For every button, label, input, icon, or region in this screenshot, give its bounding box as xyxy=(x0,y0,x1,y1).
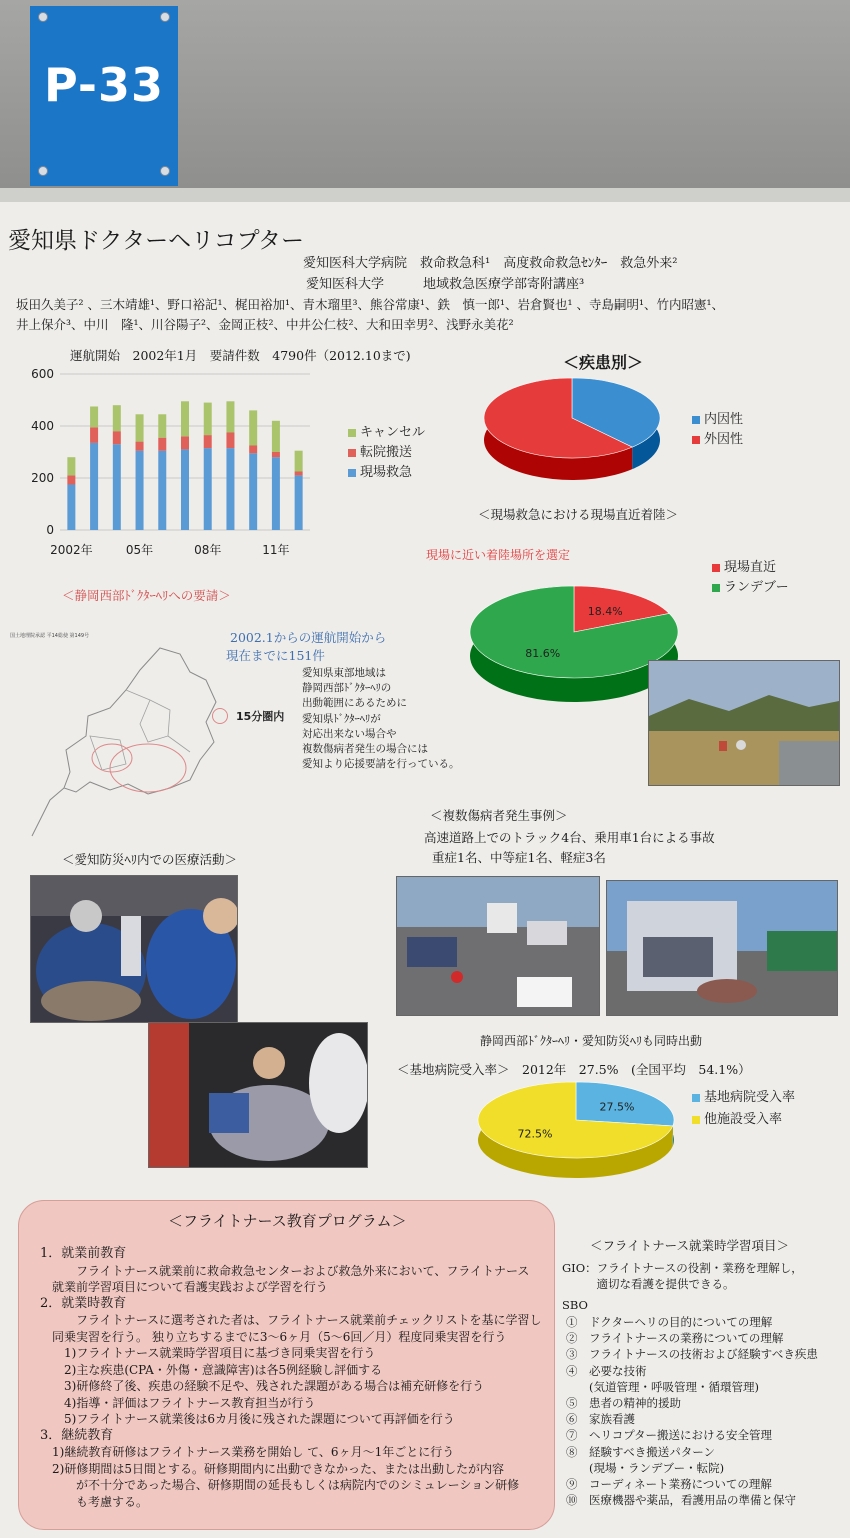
program-line: が不十分であった場合、研修期間の延長もしくは病院内でのシミュレーション研修 xyxy=(40,1478,520,1492)
pie-data-label: 18.4% xyxy=(587,604,623,618)
program-line: 3)研修終了後、疾患の経験不足や、残された課題がある場合は補充研修を行う xyxy=(40,1379,485,1393)
bar-segment xyxy=(295,475,303,530)
pie-chart-acceptance xyxy=(474,1080,704,1184)
bar-segment xyxy=(295,451,303,472)
program-line: 2)研修期間は5日間とする。研修期間内に出動できなかった、または出動したが内容 xyxy=(40,1461,504,1476)
board-edge xyxy=(0,188,850,202)
sbo-item: ⑦ ヘリコプター搬送における安全管理 xyxy=(566,1428,772,1443)
legend-item xyxy=(692,1086,795,1108)
sbo-item: ③ フライトナースの技術および経験すべき疾患 xyxy=(566,1347,818,1362)
program-line: 1．就業前教育 xyxy=(40,1246,127,1261)
desc-line: 複数傷病者発生の場合には xyxy=(302,743,428,756)
multi-casualty-heading: ＜複数傷病者発生事例＞ xyxy=(430,808,568,823)
sbo-item: ⑩ 医療機器や薬品，看護用品の準備と保守 xyxy=(566,1493,796,1508)
gio-line1: GIO：フライトナースの役割・業務を理解し， xyxy=(562,1261,803,1275)
legend-label: 現場救急 xyxy=(360,465,413,480)
legend-item xyxy=(348,441,425,461)
bar-segment xyxy=(204,435,212,448)
landing-site-photo xyxy=(648,660,840,786)
pie1-legend xyxy=(692,408,743,448)
heli-care-photo-1 xyxy=(30,875,238,1023)
program-line: 5)フライトナース就業後は6カ月後に残された課題について再評価を行う xyxy=(40,1412,455,1426)
poster-number: P-33 xyxy=(44,58,165,112)
sbo-item: (気道管理・呼吸管理・循環管理) xyxy=(566,1379,759,1394)
sbo-item: ⑧ 経験すべき搬送パターン xyxy=(566,1444,716,1459)
legend-item xyxy=(692,1108,795,1130)
bar-segment xyxy=(249,410,257,445)
legend-swatch xyxy=(712,584,720,592)
sbo-item: (現場・ランデブー・転院) xyxy=(566,1460,725,1475)
bar-segment xyxy=(204,448,212,530)
gio-line2: 適切な看護を提供できる。 xyxy=(562,1277,735,1291)
legend-item xyxy=(348,421,425,441)
bar-segment xyxy=(90,443,98,530)
legend-item xyxy=(712,556,789,576)
bar-segment xyxy=(67,457,75,475)
pie2-legend xyxy=(712,556,789,596)
legend-label: キャンセル xyxy=(360,425,426,440)
sbo-label: SBO xyxy=(562,1298,588,1312)
sbo-list xyxy=(566,1314,818,1508)
bar-segment xyxy=(158,451,166,530)
sbo-item: ⑥ 家族看護 xyxy=(566,1412,635,1427)
poster-title: 愛知県ドクターヘリコプター xyxy=(8,228,305,254)
shizuoka-count-line1: 2002.1からの運航開始から xyxy=(230,630,387,645)
shizuoka-description xyxy=(302,666,460,772)
pin-icon xyxy=(160,12,170,22)
program-line: 4)指導・評価はフライトナース教育担当が行う xyxy=(40,1395,316,1410)
multi-casualty-line2: 重症1名、中等症1名、軽症3名 xyxy=(432,850,606,865)
program-line: 同乗実習を行う。 独り立ちするまでに3～6ヶ月（5～6回／月）程度同乗実習を行う xyxy=(40,1329,507,1344)
sbo-item: ② フライトナースの業務についての理解 xyxy=(566,1331,784,1346)
legend-swatch xyxy=(348,449,356,457)
multi-casualty-caption: 静岡西部ﾄﾞｸﾀｰﾍﾘ・愛知防災ﾍﾘも同時出動 xyxy=(480,1034,703,1048)
pie-data-label: 81.6% xyxy=(525,647,561,661)
pin-icon xyxy=(38,12,48,22)
affiliation-line1: 愛知医科大学病院 救命救急科¹ 高度救命救急ｾﾝﾀｰ 救急外来² xyxy=(303,256,678,271)
y-tick-label: 0 xyxy=(46,523,54,537)
pie1-title: ＜疾患別＞ xyxy=(563,353,644,372)
bar-segment xyxy=(113,405,121,431)
shizuoka-heading: ＜静岡西部ﾄﾞｸﾀｰﾍﾘへの要請＞ xyxy=(62,588,231,603)
bar-chart xyxy=(20,362,320,562)
program-line: フライトナース就業前に救命救急センターおよび救急外来において、フライトナース xyxy=(40,1263,530,1278)
legend-swatch xyxy=(712,564,720,572)
sbo-item: ⑨ コーディネート業務についての理解 xyxy=(566,1477,772,1492)
bar-segment xyxy=(181,449,189,530)
bar-segment xyxy=(136,442,144,451)
legend-label: 他施設受入率 xyxy=(704,1112,783,1127)
pie3-legend xyxy=(692,1086,795,1130)
program-line: 3．継続教育 xyxy=(40,1427,114,1443)
circle-legend-label: 15分圏内 xyxy=(236,710,285,723)
bar-segment xyxy=(226,433,234,449)
program-list xyxy=(40,1246,541,1510)
legend-label: 外因性 xyxy=(704,432,744,447)
desc-line: 出動範囲にあるために xyxy=(302,697,407,710)
sbo-item: ④ 必要な技術 xyxy=(566,1363,647,1378)
legend-label: ランデブー xyxy=(724,580,789,595)
desc-line: 愛知県東部地域は xyxy=(302,667,386,679)
bar-segment xyxy=(67,485,75,531)
authors-line1: 坂田久美子² 、三木靖雄¹、野口裕記¹、梶田裕加¹、青木瑠里³、熊谷常康¹、鉄 慎一郎¹、岩倉賢也¹ 、寺島嗣明¹、竹内昭憲¹、 xyxy=(16,297,725,312)
sbo-item: ⑤ 患者の精神的援助 xyxy=(566,1396,681,1411)
desc-line: 愛知より応援要請を行っている。 xyxy=(302,758,460,771)
bar-segment xyxy=(113,431,121,444)
pie2-subtitle: 現場に近い着陸場所を選定 xyxy=(426,548,571,562)
program-title: ＜フライトナース教育プログラム＞ xyxy=(168,1212,407,1230)
pie3-title: ＜基地病院受入率＞ 2012年 27.5% (全国平均 54.1%） xyxy=(397,1062,751,1077)
x-tick-label: 08年 xyxy=(194,543,222,557)
bar-chart-heading: 運航開始 2002年1月 要請件数 4790件（2012.10まで) xyxy=(70,348,411,363)
legend-swatch xyxy=(348,429,356,437)
legend-label: 基地病院受入率 xyxy=(704,1090,796,1105)
program-line: 1)フライトナース就業時学習項目に基づき同乗実習を行う xyxy=(40,1346,376,1360)
legend-label: 内因性 xyxy=(704,412,744,427)
pie2-title: ＜現場救急における現場直近着陸＞ xyxy=(478,507,679,522)
legend-item xyxy=(692,408,743,428)
program-line: フライトナースに選考された者は、フライトナース就業前チェックリストを基に学習し xyxy=(40,1313,542,1327)
region-map xyxy=(30,640,230,840)
x-tick-label: 2002年 xyxy=(50,543,93,557)
legend-swatch xyxy=(692,416,700,424)
legend-label: 現場直近 xyxy=(724,560,777,575)
pin-icon xyxy=(38,166,48,176)
desc-line: 愛知県ﾄﾞｸﾀｰﾍﾘが xyxy=(302,712,381,725)
program-line: 就業前学習項目について看護実践および学習を行う xyxy=(40,1280,328,1294)
pie-chart-disease xyxy=(478,372,668,484)
bar-segment xyxy=(181,436,189,449)
bar-segment xyxy=(272,452,280,457)
desc-line: 静岡西部ﾄﾞｸﾀｰﾍﾘの xyxy=(302,682,392,695)
legend-swatch xyxy=(692,1094,700,1102)
bar-segment xyxy=(113,444,121,530)
program-line: 2)主な疾患(CPA・外傷・意識障害)は各5例経験し評価する xyxy=(40,1362,383,1377)
x-tick-label: 11年 xyxy=(262,543,290,557)
items-title: ＜フライトナース就業時学習項目＞ xyxy=(590,1238,790,1253)
bar-segment xyxy=(158,438,166,451)
x-tick-label: 05年 xyxy=(125,543,154,557)
bar-segment xyxy=(249,446,257,454)
map-caption: 国土地理院承認 平14総使 第149号 xyxy=(10,633,90,639)
legend-swatch xyxy=(692,436,700,444)
bar-legend xyxy=(348,421,425,481)
desc-line: 対応出来ない場合や xyxy=(302,727,397,740)
bar-segment xyxy=(136,451,144,530)
bar-segment xyxy=(272,457,280,530)
bar-segment xyxy=(226,401,234,432)
bar-segment xyxy=(158,414,166,437)
heli-care-photo-2 xyxy=(148,1022,368,1168)
bar-segment xyxy=(136,414,144,441)
bar-segment xyxy=(226,448,234,530)
pie-data-label: 72.5% xyxy=(517,1127,553,1141)
program-line: も考慮する。 xyxy=(40,1494,149,1509)
sbo-item: ① ドクターヘリの目的についての理解 xyxy=(566,1315,773,1329)
bousai-heading: ＜愛知防災ﾍﾘ内での医療活動＞ xyxy=(62,852,238,867)
bar-segment xyxy=(90,407,98,428)
y-tick-label: 600 xyxy=(31,367,54,381)
bar-segment xyxy=(67,475,75,484)
bar-segment xyxy=(204,403,212,436)
legend-swatch xyxy=(348,469,356,477)
bar-segment xyxy=(272,421,280,452)
accident-photo-2 xyxy=(606,880,838,1016)
legend-label: 転院搬送 xyxy=(360,445,413,460)
legend-item xyxy=(712,576,789,596)
authors-line2: 井上保介³、中川 隆¹、川谷陽子²、金岡正枝²、中井公仁枝²、大和田幸男²、浅野永美花² xyxy=(16,317,514,332)
program-line: 1)継続教育研修はフライトナース業務を開始し て、6ヶ月～1年ごとに行う xyxy=(40,1445,455,1459)
bar-segment xyxy=(295,472,303,476)
accident-photo-1 xyxy=(396,876,600,1016)
y-tick-label: 400 xyxy=(31,419,54,433)
affiliation-line2: 愛知医科大学 地域救急医療学部寄附講座³ xyxy=(306,277,585,292)
legend-item xyxy=(348,461,425,481)
legend-swatch xyxy=(692,1116,700,1124)
multi-casualty-line1: 高速道路上でのトラック4台、乗用車1台による事故 xyxy=(424,830,715,845)
bar-segment xyxy=(181,401,189,436)
pin-icon xyxy=(160,166,170,176)
circle-legend-icon xyxy=(212,708,228,724)
y-tick-label: 200 xyxy=(31,471,54,485)
bar-segment xyxy=(249,453,257,530)
shizuoka-count-line2: 現在までに151件 xyxy=(226,648,325,663)
legend-item xyxy=(692,428,743,448)
program-line: 2．就業時教育 xyxy=(40,1295,127,1311)
bar-segment xyxy=(90,427,98,443)
pie-data-label: 27.5% xyxy=(599,1100,635,1114)
